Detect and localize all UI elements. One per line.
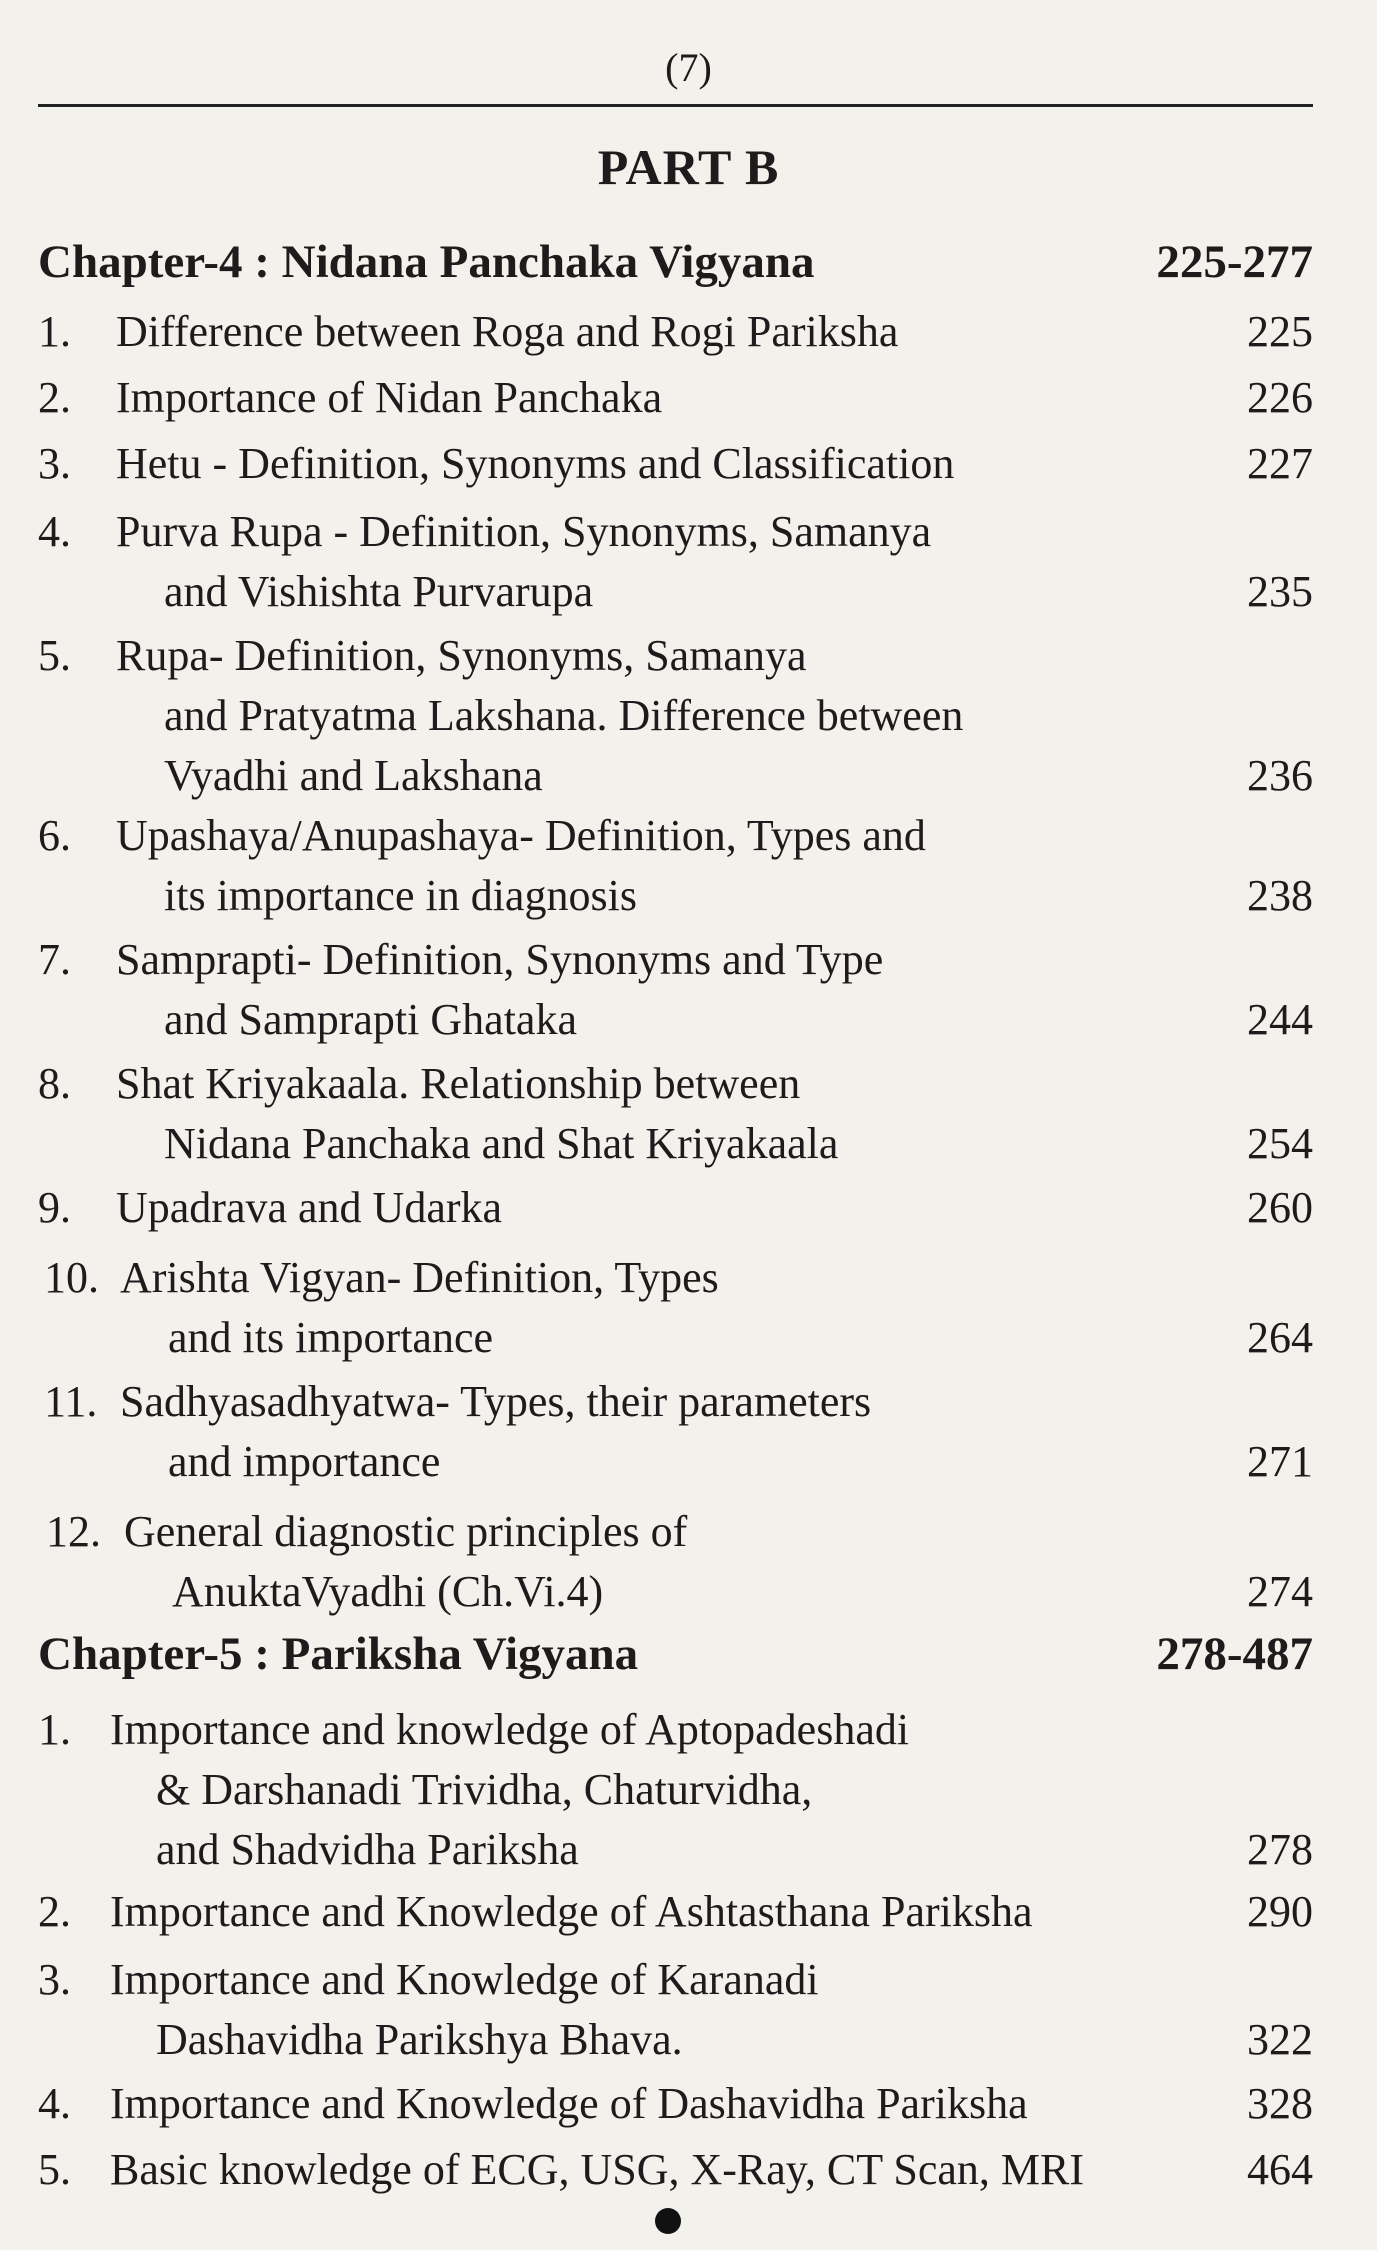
entry-text-continued: its importance in diagnosis xyxy=(164,871,637,920)
entry-number: 2. xyxy=(38,1887,71,1936)
entry-number: 1. xyxy=(38,1705,71,1754)
entry-page: 238 xyxy=(1247,871,1313,920)
entry-text: Importance and knowledge of Aptopadeshadi xyxy=(110,1705,910,1754)
toc-entry xyxy=(38,302,1313,362)
chapter-heading xyxy=(38,1624,1313,1684)
entry-text: Upashaya/Anupashaya- Definition, Types and xyxy=(116,811,926,860)
entry-text-continued: Dashavidha Parikshya Bhava. xyxy=(156,2015,683,2064)
bullet-dot xyxy=(655,2208,681,2234)
chapter-page-range: 225-277 xyxy=(1156,236,1313,288)
entry-number: 4. xyxy=(38,507,71,556)
entry-text: Upadrava and Udarka xyxy=(116,1183,503,1232)
entry-number: 7. xyxy=(38,935,71,984)
entry-page: 227 xyxy=(1247,439,1313,488)
entry-text-continued: and Samprapti Ghataka xyxy=(164,995,577,1044)
entry-number: 8. xyxy=(38,1059,71,1108)
entry-page: 274 xyxy=(1247,1567,1313,1616)
entry-text: Rupa- Definition, Synonyms, Samanya xyxy=(116,631,807,680)
entry-number: 11. xyxy=(44,1377,98,1426)
entry-page: 278 xyxy=(1247,1825,1313,1874)
toc-entry xyxy=(38,930,1313,1050)
entry-text-continued: and Pratyatma Lakshana. Difference between xyxy=(164,691,964,740)
toc-entry xyxy=(38,2140,1313,2200)
toc-entry xyxy=(38,1882,1313,1942)
entry-text-continued: Vyadhi and Lakshana xyxy=(164,751,543,800)
toc-entry xyxy=(38,1054,1313,1174)
entry-text: Shat Kriyakaala. Relationship between xyxy=(116,1059,801,1108)
entry-page: 244 xyxy=(1247,995,1313,1044)
entry-page: 260 xyxy=(1247,1183,1313,1232)
toc-entry xyxy=(38,1248,1313,1368)
entry-text-continued: and Vishishta Purvarupa xyxy=(164,567,594,616)
entry-page: 235 xyxy=(1247,567,1313,616)
entry-number: 1. xyxy=(38,307,71,356)
entry-text-continued: & Darshanadi Trividha, Chaturvidha, xyxy=(156,1765,813,1814)
entry-number: 3. xyxy=(38,439,71,488)
toc-entry xyxy=(38,2074,1313,2134)
entry-number: 2. xyxy=(38,373,71,422)
entry-page: 225 xyxy=(1247,307,1313,356)
entry-text: Samprapti- Definition, Synonyms and Type xyxy=(116,935,884,984)
toc-entry xyxy=(38,806,1313,926)
chapter-heading xyxy=(38,232,1313,292)
entry-number: 4. xyxy=(38,2079,71,2128)
entry-page: 290 xyxy=(1247,1887,1313,1936)
toc-entry xyxy=(38,1502,1313,1622)
entry-page: 322 xyxy=(1247,2015,1313,2064)
entry-page: 464 xyxy=(1247,2145,1313,2194)
entry-text: Arishta Vigyan- Definition, Types xyxy=(120,1253,719,1302)
entry-page: 264 xyxy=(1247,1313,1313,1362)
entry-text: General diagnostic principles of xyxy=(124,1507,688,1556)
entry-text: Importance and Knowledge of Ashtasthana Pariksha xyxy=(110,1887,1033,1936)
entry-page: 226 xyxy=(1247,373,1313,422)
entry-text: Importance of Nidan Panchaka xyxy=(116,373,663,422)
entry-text-continued: and Shadvidha Pariksha xyxy=(156,1825,579,1874)
chapter-title: Chapter-5 : Pariksha Vigyana xyxy=(38,1628,639,1680)
entry-number: 10. xyxy=(44,1253,99,1302)
toc-entry xyxy=(38,502,1313,622)
entry-number: 5. xyxy=(38,631,71,680)
toc-entry xyxy=(38,1700,1313,1880)
entry-text-continued: and importance xyxy=(168,1437,441,1486)
toc-entry xyxy=(38,1372,1313,1492)
entry-text: Importance and Knowledge of Dashavidha Pariksha xyxy=(110,2079,1028,2128)
entry-page: 236 xyxy=(1247,751,1313,800)
entry-text: Difference between Roga and Rogi Pariksha xyxy=(116,307,899,356)
entry-page: 254 xyxy=(1247,1119,1313,1168)
chapter-title: Chapter-4 : Nidana Panchaka Vigyana xyxy=(38,236,815,288)
header-rule xyxy=(38,104,1313,107)
entry-number: 9. xyxy=(38,1183,71,1232)
entry-text-continued: Nidana Panchaka and Shat Kriyakaala xyxy=(164,1119,839,1168)
entry-text: Hetu - Definition, Synonyms and Classification xyxy=(116,439,955,488)
page-number: (7) xyxy=(665,45,712,90)
entry-text: Basic knowledge of ECG, USG, X-Ray, CT Scan, MRI xyxy=(110,2145,1085,2194)
toc-entry xyxy=(38,1950,1313,2070)
entry-number: 5. xyxy=(38,2145,71,2194)
toc-entry xyxy=(38,626,1313,806)
entry-number: 6. xyxy=(38,811,71,860)
toc-entry xyxy=(38,368,1313,428)
entry-number: 3. xyxy=(38,1955,71,2004)
toc-entry xyxy=(38,434,1313,494)
entry-text: Importance and Knowledge of Karanadi xyxy=(110,1955,819,2004)
part-title: PART B xyxy=(597,139,780,195)
entry-number: 12. xyxy=(46,1507,101,1556)
entry-text: Sadhyasadhyatwa- Types, their parameters xyxy=(120,1377,872,1426)
chapter-page-range: 278-487 xyxy=(1156,1628,1313,1680)
toc-entry xyxy=(38,1178,1313,1238)
entry-text: Purva Rupa - Definition, Synonyms, Samanya xyxy=(116,507,932,556)
entry-text-continued: AnuktaVyadhi (Ch.Vi.4) xyxy=(172,1567,604,1616)
entry-page: 271 xyxy=(1247,1437,1313,1486)
entry-text-continued: and its importance xyxy=(168,1313,494,1362)
entry-page: 328 xyxy=(1247,2079,1313,2128)
